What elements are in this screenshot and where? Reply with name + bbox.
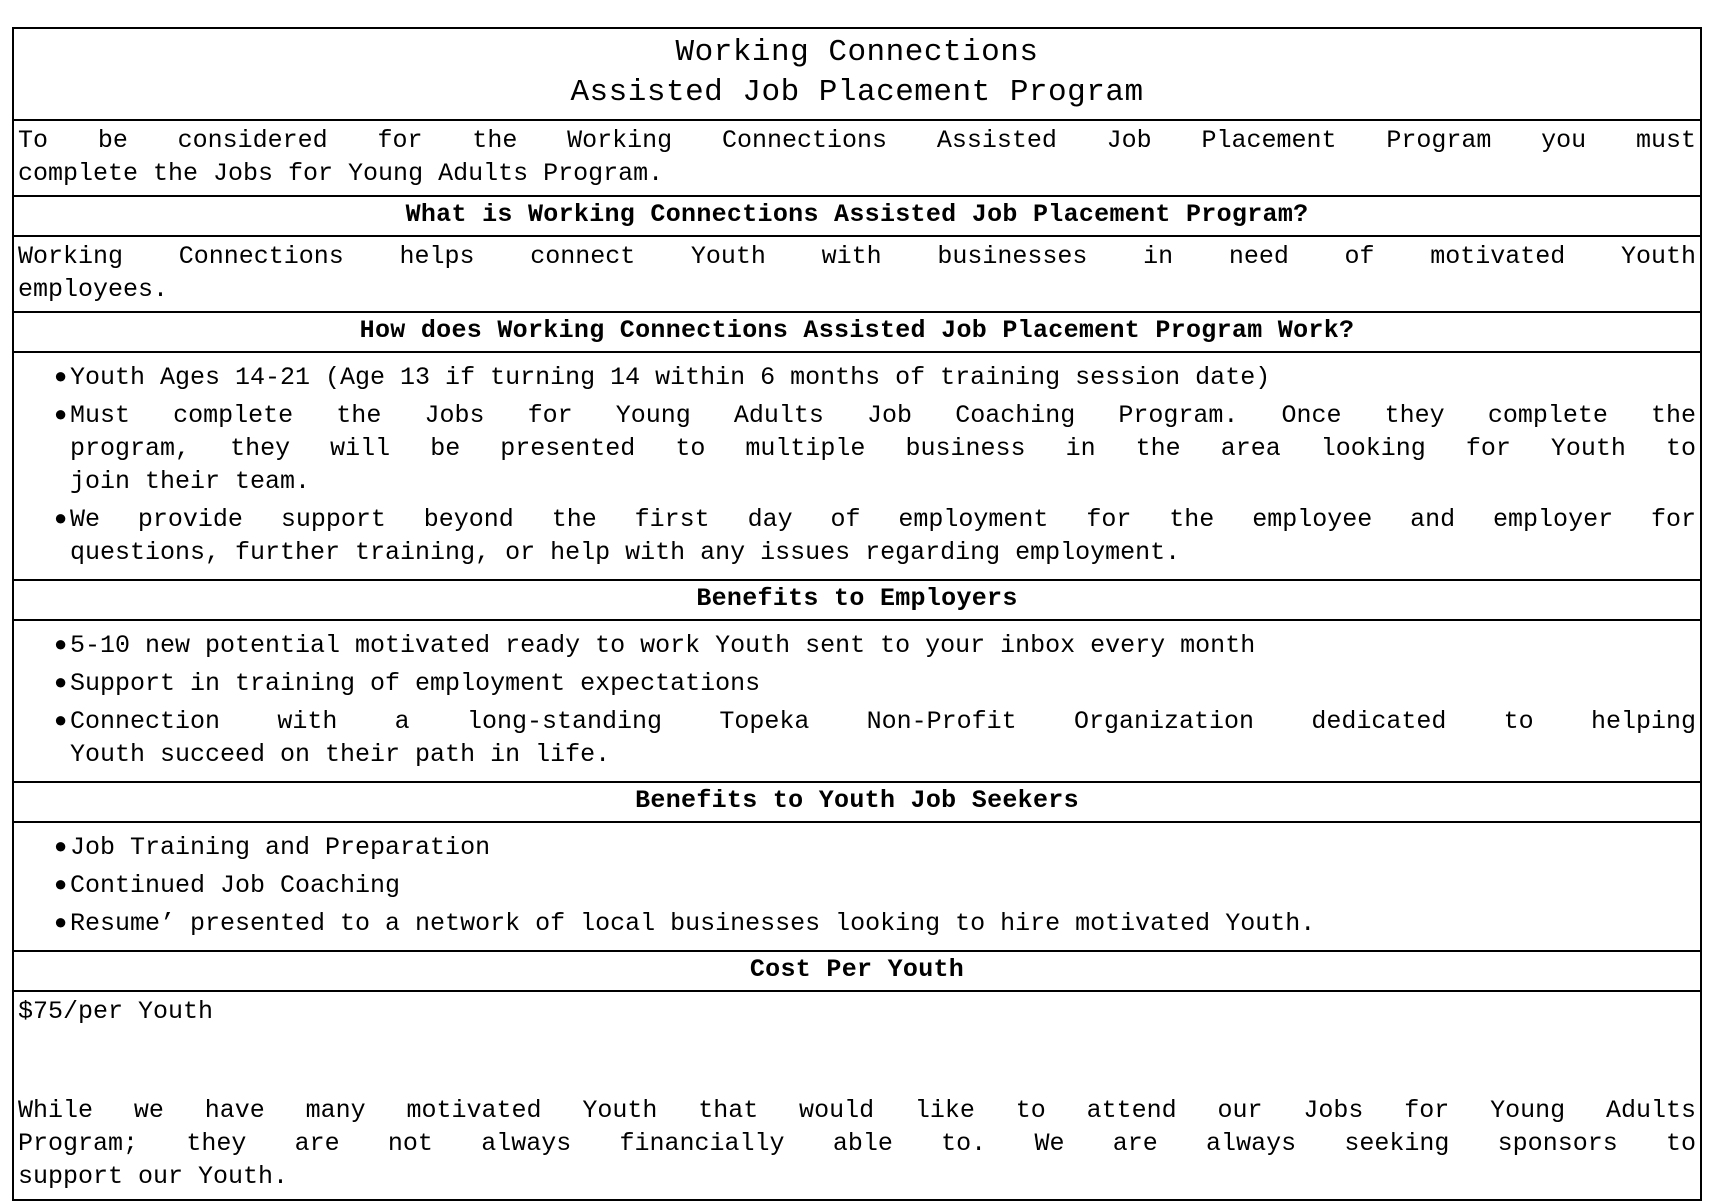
bullet-dot-icon: ●: [54, 403, 68, 428]
list-item-text: [70, 907, 1696, 940]
list-item-line: Job Training and Preparation: [70, 833, 491, 862]
list-item-text: [70, 503, 1696, 569]
bullet-dot-icon: ●: [54, 633, 68, 658]
list-item-line: Support in training of employment expectations: [70, 669, 761, 698]
section-heading-row-benefits-youth: [14, 783, 1700, 823]
list-item-line: Must complete the Jobs for Young Adults Job Coaching Program. Once they complete the: [70, 401, 1696, 430]
section-paragraph-what-is: [14, 237, 1700, 311]
section-heading-how-does-work: How does Working Connections Assisted Job Placement Program Work?: [359, 316, 1355, 345]
bullet-dot-icon: ●: [54, 671, 68, 696]
bullet-dot-icon: ●: [54, 835, 68, 860]
list-item: [18, 831, 1696, 864]
list-item-line: join their team.: [70, 467, 311, 496]
list-item-text: [70, 831, 1696, 864]
what-is-line-2: employees.: [18, 275, 169, 304]
list-item-line: program, they will be presented to multiple business in the area looking for Youth to: [70, 434, 1696, 463]
intro-row: [14, 121, 1700, 197]
section-heading-benefits-youth: Benefits to Youth Job Seekers: [635, 786, 1079, 815]
list-item-text: [70, 705, 1696, 771]
list-item: [18, 705, 1696, 771]
list-item-text: [70, 869, 1696, 902]
list-item: [18, 667, 1696, 700]
cost-note-line: While we have many motivated Youth that would like to attend our Jobs for Young Adults: [18, 1096, 1696, 1125]
list-item: [18, 869, 1696, 902]
title-cell: [14, 29, 1700, 119]
list-item: [18, 907, 1696, 940]
flyer-table: [12, 27, 1702, 1201]
section-body-row-how-does-work: [14, 353, 1700, 581]
cost-price: $75/per Youth: [18, 997, 214, 1026]
bullet-dot-icon: ●: [54, 709, 68, 734]
bullet-list: [18, 361, 1696, 569]
bullets-how-does-work: [14, 353, 1700, 579]
title-line-1: Working Connections: [675, 35, 1039, 70]
section-body-row-benefits-youth: [14, 823, 1700, 952]
list-item-line: Continued Job Coaching: [70, 871, 401, 900]
list-item-text: [70, 361, 1696, 394]
list-item-line: Resume’ presented to a network of local businesses looking to hire motivated Youth.: [70, 909, 1316, 938]
cost-note-line: Program; they are not always financially able to. We are always seeking sponsors to: [18, 1129, 1696, 1158]
bullets-benefits-youth: [14, 823, 1700, 950]
title-line-2: Assisted Job Placement Program: [570, 75, 1144, 110]
what-is-line-1: Working Connections helps connect Youth with businesses in need of motivated Youth: [18, 242, 1696, 271]
intro-paragraph: [14, 121, 1700, 195]
section-heading-row-benefits-employers: [14, 581, 1700, 621]
bullets-benefits-employers: [14, 621, 1700, 781]
bullet-dot-icon: ●: [54, 873, 68, 898]
section-heading-benefits-employers: Benefits to Employers: [696, 584, 1018, 613]
intro-line-1: To be considered for the Working Connections Assisted Job Placement Program you must: [18, 126, 1696, 155]
section-body-row-benefits-employers: [14, 621, 1700, 783]
bullet-dot-icon: ●: [54, 507, 68, 532]
list-item-line: Connection with a long-standing Topeka Non-Profit Organization dedicated to helping: [70, 707, 1696, 736]
section-heading-cost: Cost Per Youth: [749, 955, 965, 984]
section-heading-row-how-does-work: [14, 313, 1700, 353]
section-heading-what-is: What is Working Connections Assisted Job Placement Program?: [405, 200, 1309, 229]
cost-note-line: support our Youth.: [18, 1162, 289, 1191]
bullet-list: [18, 629, 1696, 771]
list-item: [18, 503, 1696, 569]
bullet-dot-icon: ●: [54, 911, 68, 936]
section-body-row-cost: [14, 992, 1700, 1199]
section-body-row-what-is: [14, 237, 1700, 313]
bullet-dot-icon: ●: [54, 365, 68, 390]
list-item: [18, 399, 1696, 498]
cost-spacer: [18, 1028, 1696, 1094]
cost-note: [18, 1094, 1696, 1193]
section-heading-row-cost: [14, 952, 1700, 992]
list-item-line: Youth succeed on their path in life.: [70, 740, 611, 769]
list-item-line: 5-10 new potential motivated ready to work Youth sent to your inbox every month: [70, 631, 1256, 660]
title-row: [14, 29, 1700, 121]
cost-block: [14, 992, 1700, 1199]
list-item-line: questions, further training, or help with any issues regarding employment.: [70, 538, 1181, 567]
list-item-line: Youth Ages 14-21 (Age 13 if turning 14 within 6 months of training session date): [70, 363, 1271, 392]
list-item-line: We provide support beyond the first day of employment for the employee and employer for: [70, 505, 1696, 534]
intro-line-2: complete the Jobs for Young Adults Program.: [18, 159, 664, 188]
section-heading-row-what-is: [14, 197, 1700, 237]
list-item: [18, 361, 1696, 394]
list-item-text: [70, 667, 1696, 700]
list-item-text: [70, 629, 1696, 662]
list-item: [18, 629, 1696, 662]
list-item-text: [70, 399, 1696, 498]
bullet-list: [18, 831, 1696, 940]
